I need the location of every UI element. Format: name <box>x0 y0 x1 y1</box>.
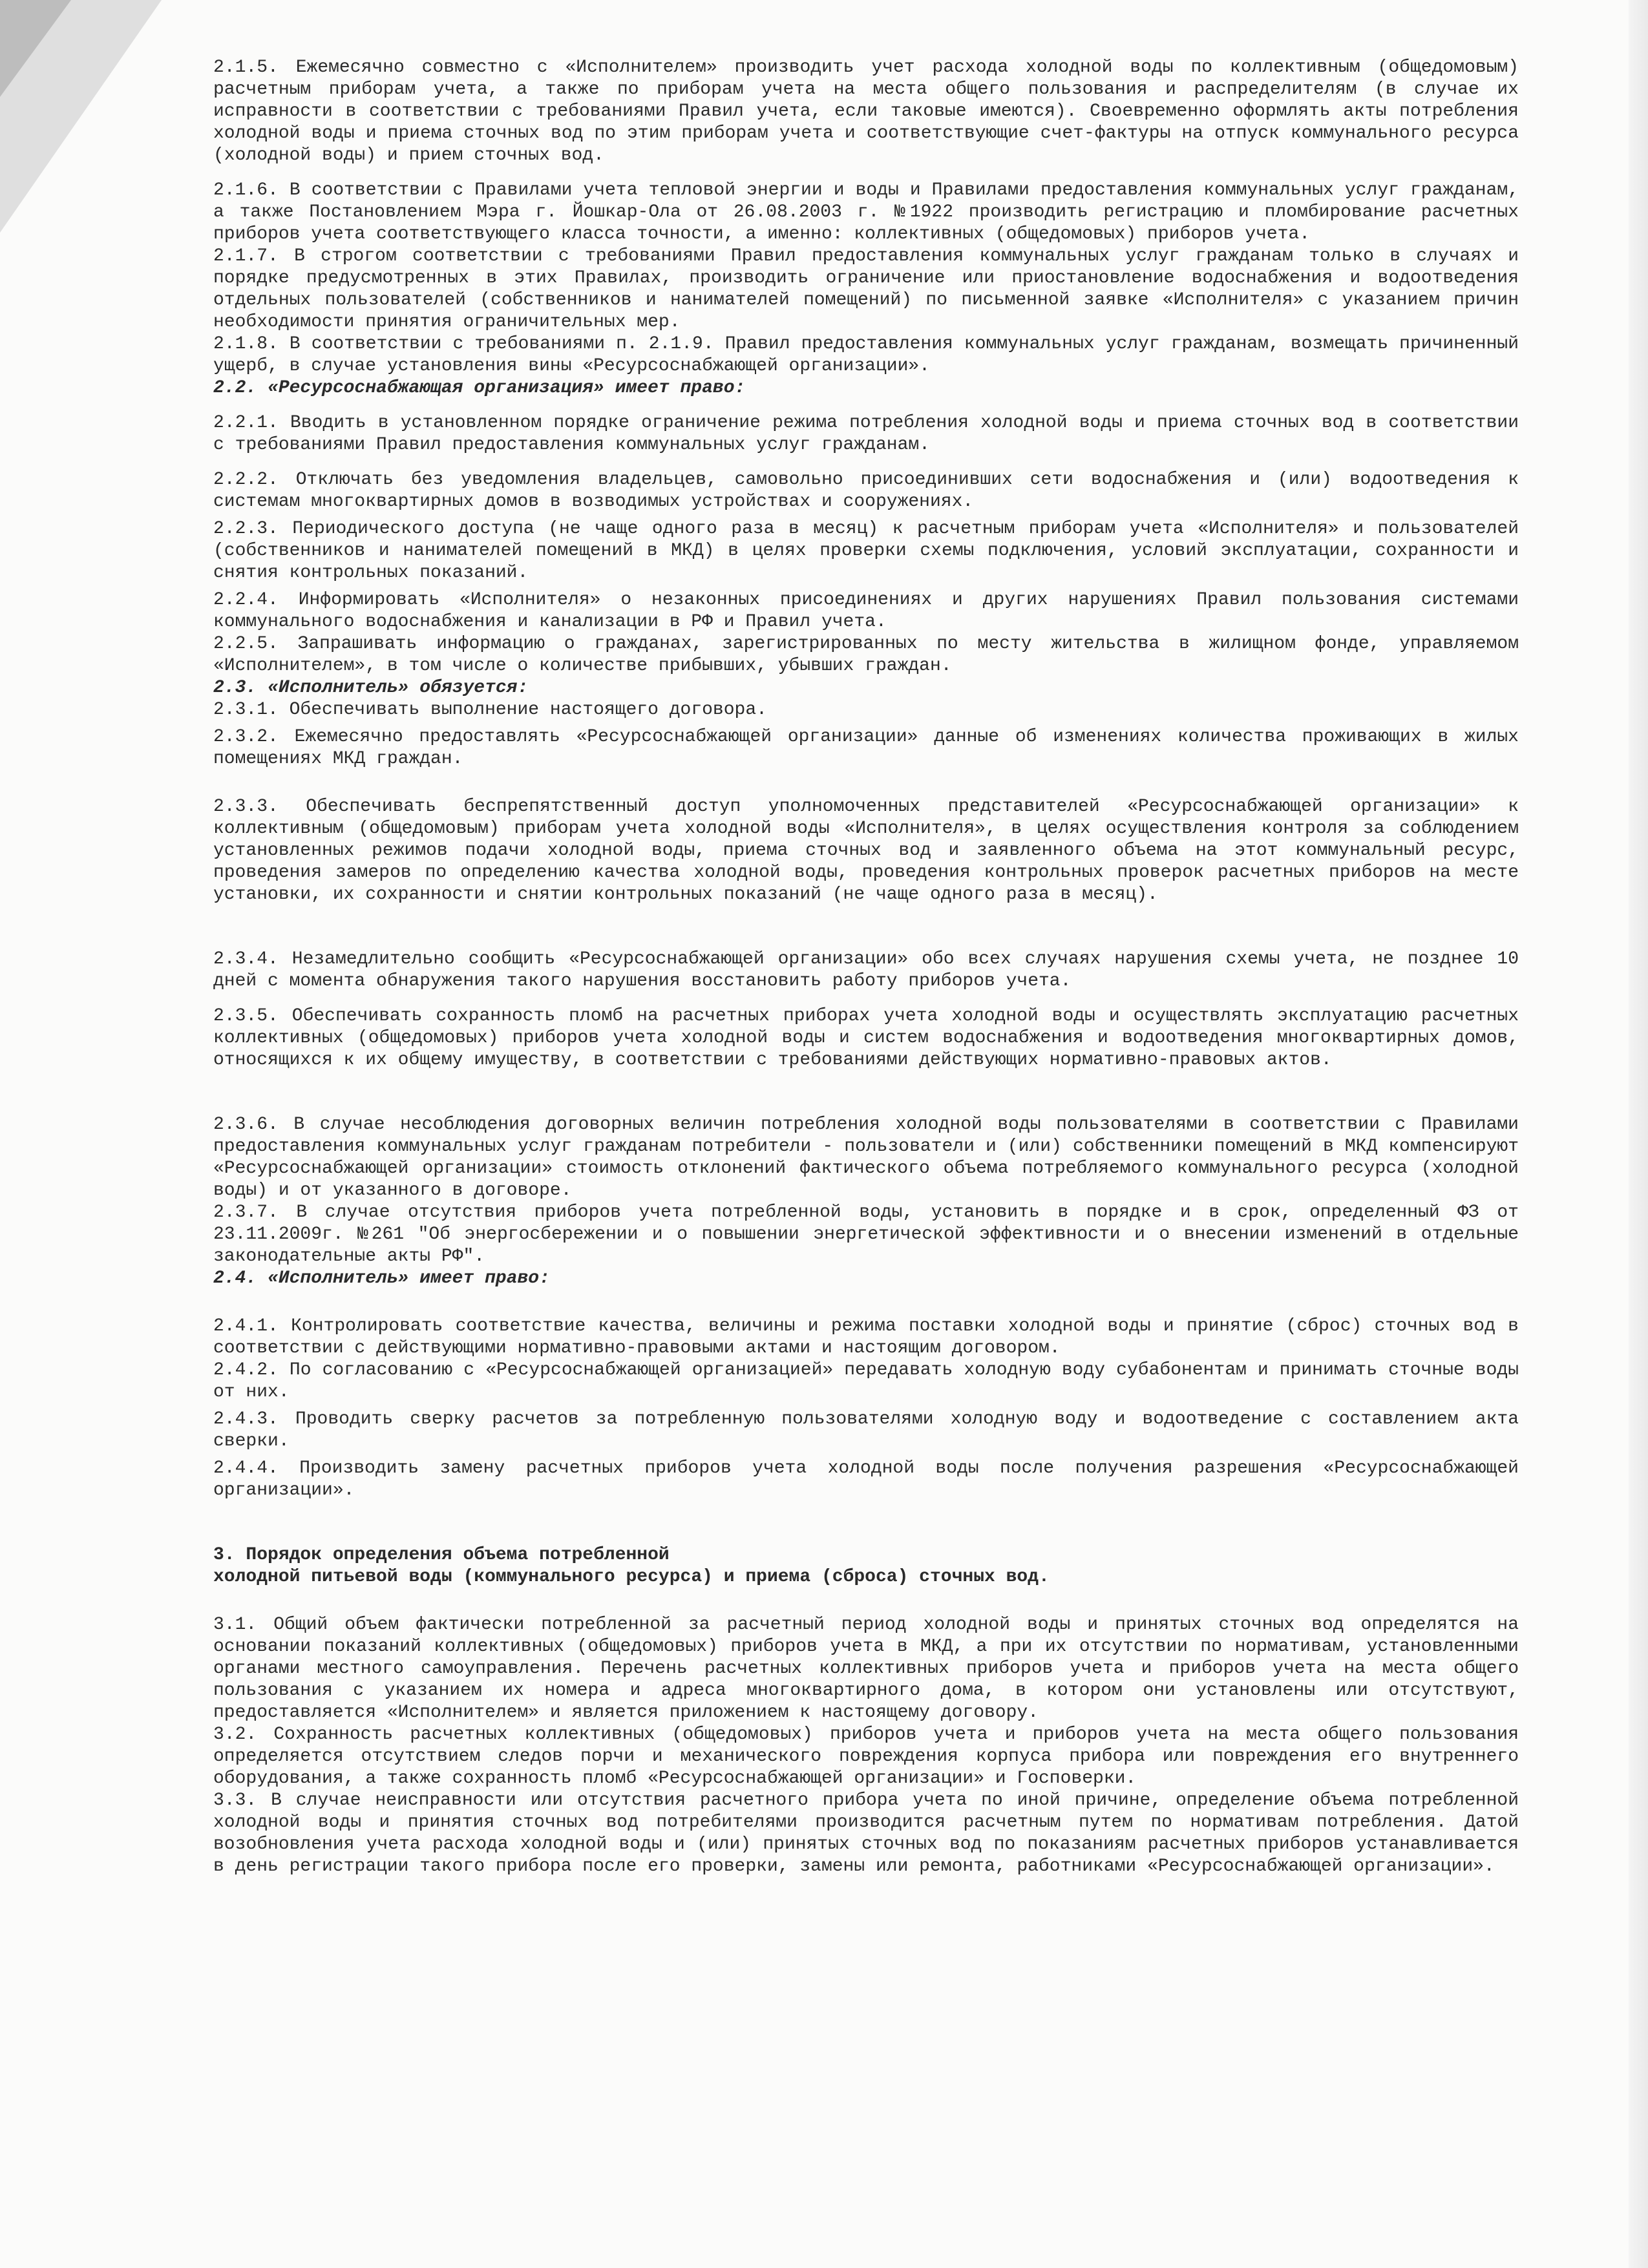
paragraph-2-4-4: 2.4.4. Производить замену расчетных приборов учета холодной воды после получения разрешения «Ресурсоснабжающей организации». <box>213 1458 1519 1500</box>
heading-2-2: 2.2. «Ресурсоснабжающая организация» имеет право: <box>213 378 746 398</box>
heading-2-3: 2.3. «Исполнитель» обязуется: <box>213 678 529 698</box>
paragraph-3-2: 3.2. Сохранность расчетных коллективных (общедомовых) приборов учета и приборов учета на места общего пользования определяется отсутствием следов порчи и механического повреждения корпуса прибора или повреждения его внутреннего оборудования, а также сохранность пломб «Ресурсоснабжающей организации» и Госповерки. <box>213 1725 1519 1789</box>
paragraph-2-2-5: 2.2.5. Запрашивать информацию о гражданах, зарегистрированных по месту жительства в жилищном фонде, управляемом «Исполнителем», в том числе о количестве прибывших, убывших граждан. <box>213 634 1519 676</box>
heading-2-4: 2.4. «Исполнитель» имеет право: <box>213 1268 550 1288</box>
paragraph-2-3-2: 2.3.2. Ежемесячно предоставлять «Ресурсоснабжающей организации» данные об изменениях количества проживающих в жилых помещениях МКД граждан. <box>213 727 1519 769</box>
page-edge-shadow <box>1629 0 1648 2268</box>
paragraph-2-2-1: 2.2.1. Вводить в установленном порядке ограничение режима потребления холодной воды и приема сточных вод в соответствии с требованиями Правил предоставления коммунальных услуг гражданам. <box>213 413 1519 455</box>
paragraph-2-1-8: 2.1.8. В соответствии с требованиями п. 2.1.9. Правил предоставления коммунальных услуг гражданам, возмещать причиненный ущерб, в случае установления вины «Ресурсоснабжающей организации». <box>213 334 1519 376</box>
paragraph-2-4-1: 2.4.1. Контролировать соответствие качества, величины и режима поставки холодной воды и принятие (сброс) сточных вод в соответствии с действующими нормативно-правовыми актами и настоящим договором. <box>213 1316 1519 1358</box>
paragraph-2-2-4: 2.2.4. Информировать «Исполнителя» о незаконных присоединениях и других нарушениях Правил пользования системами коммунального водоснабжения и канализации в РФ и Правил учета. <box>213 590 1519 632</box>
section-3-title-line-1: 3. Порядок определения объема потребленной <box>213 1545 670 1565</box>
section-3-title-line-2: холодной питьевой воды (коммунального ресурса) и приема (сброса) сточных вод. <box>213 1567 1050 1587</box>
paragraph-2-3-3: 2.3.3. Обеспечивать беспрепятственный доступ уполномоченных представителей «Ресурсоснабжающей организации» к коллективным (общедомовым) приборам учета холодной воды «Исполнителя», в целях осуществления контроля за соблюдением установленных режимов подачи холодной воды, приема сточных вод и заявленного объема на этот коммунальный ресурс, проведения замеров по определению качества холодной воды, проведения контрольных проверок расчетных приборов на месте установки, их сохранности и снятии контрольных показаний (не чаще одного раза в месяц). <box>213 797 1519 905</box>
paragraph-2-2-3: 2.2.3. Периодического доступа (не чаще одного раза в месяц) к расчетным приборам учета «Исполнителя» и пользователей (собственников и нанимателей помещений в МКД) в целях проверки схемы подключения, условий эксплуатации, сохранности и снятия контрольных показаний. <box>213 519 1519 583</box>
paragraph-2-1-6: 2.1.6. В соответствии с Правилами учета тепловой энергии и воды и Правилами предоставления коммунальных услуг гражданам, а также Постановлением Мэра г. Йошкар-Ола от 26.08.2003 г. №1922 производить регистрацию и пломбирование расчетных приборов учета соответствующего класса точности, а именно: коллективных (общедомовых) приборов учета. <box>213 180 1519 244</box>
paragraph-2-3-6: 2.3.6. В случае несоблюдения договорных величин потребления холодной воды пользователями в соответствии с Правилами предоставления коммунальных услуг гражданам потребители - пользователи и (или) собственники помещений в МКД компенсируют «Ресурсоснабжающей организации» стоимость отклонений фактического объема потребляемого коммунального ресурса (холодной воды) и от указанного в договоре. <box>213 1115 1519 1201</box>
paragraph-2-1-5: 2.1.5. Ежемесячно совместно с «Исполнителем» производить учет расхода холодной воды по коллективным (общедомовым) расчетным приборам учета, а также по приборам учета на места общего пользования и распределителям (в случае их исправности в соответствии с требованиями Правил учета, если таковые имеются). Своевременно оформлять акты потребления холодной воды и приема сточных вод по этим приборам учета и соответствующие счет-фактуры на отпуск коммунального ресурса (холодной воды) и прием сточных вод. <box>213 58 1519 165</box>
paragraph-2-3-7: 2.3.7. В случае отсутствия приборов учета потребленной воды, установить в порядке и в срок, определенный ФЗ от 23.11.2009г. №261 "Об энергосбережении и о повышении энергетической эффективности и о внесении изменений в отдельные законодательные акты РФ". <box>213 1202 1519 1266</box>
folded-corner-shadow <box>0 0 71 97</box>
paragraph-2-3-1: 2.3.1. Обеспечивать выполнение настоящего договора. <box>213 700 767 720</box>
paragraph-2-1-7: 2.1.7. В строгом соответствии с требованиями Правил предоставления коммунальных услуг гражданам только в случаях и порядке предусмотренных в этих Правилах, производить ограничение или приостановление водоснабжения и водоотведения отдельных пользователей (собственников и нанимателей помещений) по письменной заявке «Исполнителя» с указанием причин необходимости принятия ограничительных мер. <box>213 246 1519 332</box>
paragraph-2-3-5: 2.3.5. Обеспечивать сохранность пломб на расчетных приборах учета холодной воды и осуществлять эксплуатацию расчетных коллективных (общедомовых) приборов учета холодной воды и систем водоснабжения и водоотведения многоквартирных домов, относящихся к их общему имуществу, в соответствии с требованиями действующих нормативно-правовых актов. <box>213 1006 1519 1070</box>
paragraph-2-4-3: 2.4.3. Проводить сверку расчетов за потребленную пользователями холодную воду и водоотведение с составлением акта сверки. <box>213 1409 1519 1451</box>
paragraph-3-3: 3.3. В случае неисправности или отсутствия расчетного прибора учета по иной причине, определение объема потребленной холодной воды и принятия сточных вод потребителями производится расчетным путем по нормативам потребления. Датой возобновления учета расхода холодной воды и (или) принятых сточных вод по показаниям расчетных приборов устанавливается в день регистрации такого прибора после его проверки, замены или ремонта, работниками «Ресурсоснабжающей организации». <box>213 1790 1519 1876</box>
paragraph-2-3-4: 2.3.4. Незамедлительно сообщить «Ресурсоснабжающей организации» обо всех случаях нарушения схемы учета, не позднее 10 дней с момента обнаружения такого нарушения восстановить работу приборов учета. <box>213 949 1519 991</box>
paragraph-2-4-2: 2.4.2. По согласованию с «Ресурсоснабжающей организацией» передавать холодную воду субабонентам и принимать сточные воды от них. <box>213 1360 1519 1402</box>
paragraph-3-1: 3.1. Общий объем фактически потребленной за расчетный период холодной воды и принятых сточных вод определятся на основании показаний коллективных (общедомовых) приборов учета в МКД, а при их отсутствии по нормативам, установленными органами местного самоуправления. Перечень расчетных коллективных приборов учета и приборов учета на места общего пользования с указанием их номера и адреса многоквартирного дома, в котором они установлены или отсутствуют, предоставляется «Исполнителем» и является приложением к настоящему договору. <box>213 1615 1519 1723</box>
paragraph-2-2-2: 2.2.2. Отключать без уведомления владельцев, самовольно присоединивших сети водоснабжения и (или) водоотведения к системам многоквартирных домов в возводимых устройствах и сооружениях. <box>213 470 1519 512</box>
document-body <box>213 57 1519 1878</box>
